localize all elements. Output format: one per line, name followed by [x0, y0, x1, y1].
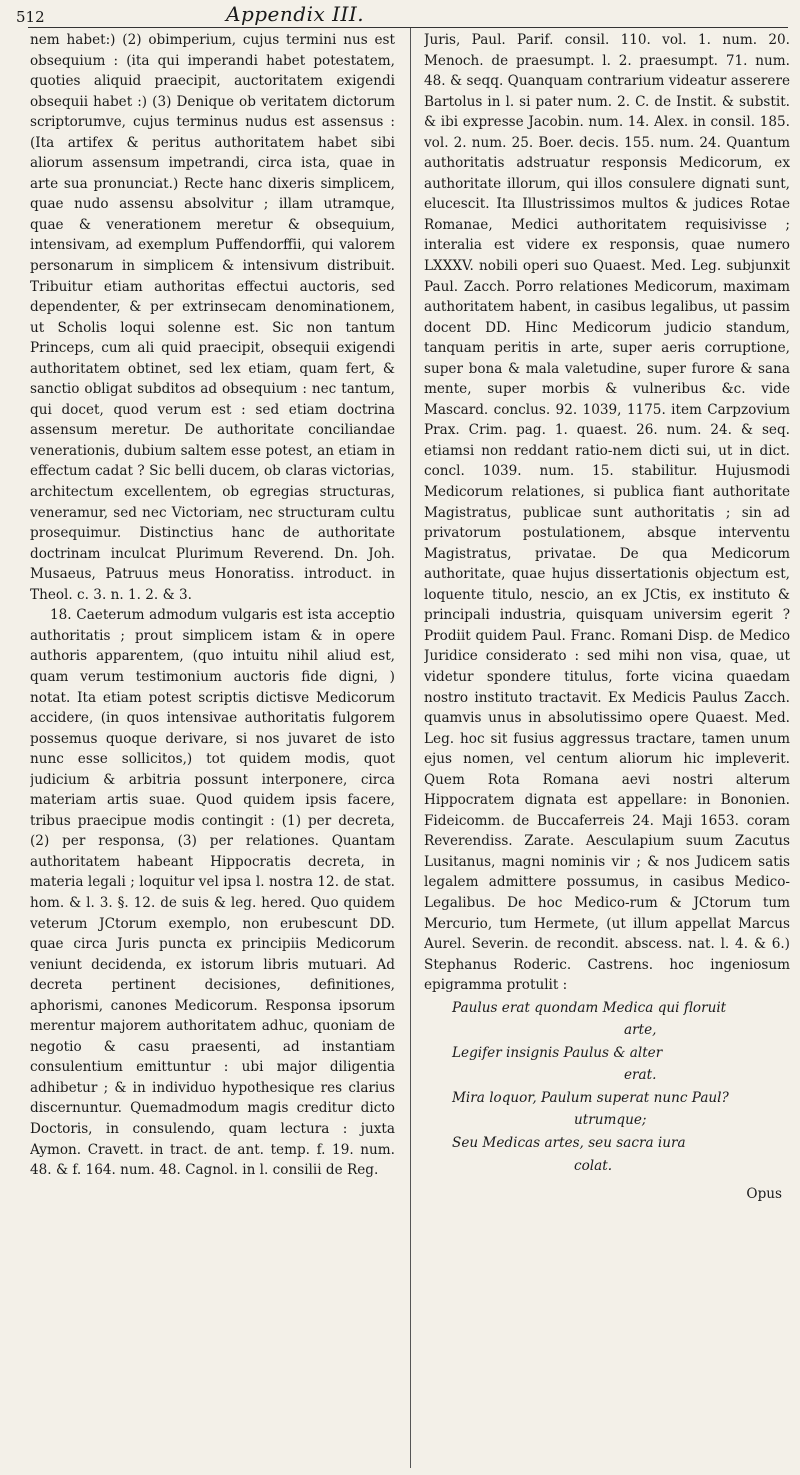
- left-paragraph-1: nem habet:) (2) obimperium, cujus termini nus est obsequium : (ita qui imperandi habet potestatem, quoties aliquid praecipit, auctoritatem exigendi obsequii habet :) (3) Denique ob veritatem dictorum scriptorumve, cujus terminus nudus est assensus : (Ita artifex & peritus authoritatem habet sibi aliorum assensum impetrandi, circa ista, quae in arte sua pronunciat.) Recte hanc dixeris simplicem, quae nudo assensu absolvitur ; illam utramque, quae & venerationem meretur & obsequium, intensivam, ad exemplum Puffendorffii, qui valorem personarum in simplicem & intensivum distribuit. Tribuitur etiam authoritas effectui auctoris, sed dependenter, & per extrinsecam denominationem, ut Scholis loqui solenne est. Sic non tantum Princeps, cum ali quid praecipit, obsequii exigendi authoritatem obtinet, sed lex etiam, quam fert, & sanctio obligat subditos ad obsequium : nec tantum, qui docet, quod verum est : sed etiam doctrina assensum meretur. De authoritate conciliandae venerationis, dubium saltem esse potest, an etiam in effectum cadat ? Sic belli ducem, ob claras victorias, architectum excellentem, ob egregias structuras, veneramur, sed nec Victoriam, nec structuram cultu prosequimur. Distinctius hanc de authoritate doctrinam inculcat Plurimum Reverend. Dn. Joh. Musaeus, Patruus meus Honoratiss. introduct. in Theol. c. 3. n. 1. 2. & 3.: [30, 32, 395, 603]
- verse-line: colat.: [574, 1157, 613, 1174]
- left-paragraph-2: 18. Caeterum admodum vulgaris est ista acceptio authoritatis ; prout simplicem istam & in opere authoris apparentem, (quo intuitu nihil aliud est, quam verum testimonium auctoris fide digni, ) notat. Ita etiam potest scriptis dictisve Medicorum accidere, (in quos intensivae authoritatis fulgorem possemus quoque derivare, si nos juvaret de isto nunc esse sollicitos,) tot quidem modis, quot judicium & arbitria possunt interponere, circa materiam artis suae. Quod quidem ipsis facere, tribus praecipue modis contingit : (1) per decreta, (2) per responsa, (3) per relationes. Quantam authoritatem habeant Hippocratis decreta, in materia legali ; loquitur vel ipsa l. nostra 12. de stat. hom. & l. 3. §. 12. de suis & leg. hered. Quo quidem veterum JCtorum exemplo, non erubescunt DD. quae circa Juris puncta ex principiis Medicorum veniunt decidenda, ex istorum libris mutuari. Ad decreta pertinent decisiones, definitiones, aphorismi, canones Medicorum. Responsa ipsorum merentur majorem authoritatem adhuc, quoniam de negotio & casu praesenti, ad instantiam consulentium emittuntur : ubi major diligentia adhibetur ; & in individuo hypothesique res clarius discernuntur. Quemadmodum magis creditur dicto Doctoris, in consulendo, quam lectura : juxta Aymon. Cravett. in tract. de ant. temp. f. 19. num. 48. & f. 164. num. 48. Cagnol. in l. consilii de Reg.: [30, 607, 395, 1179]
- right-paragraph-1: Juris, Paul. Parif. consil. 110. vol. 1. num. 20. Menoch. de praesumpt. l. 2. praesumpt. 71. num. 48. & seqq. Quanquam contrarium videatur asserere Bartolus in l. si pater num. 2. C. de Instit. & substit. & ibi expresse Jacobin. num. 14. Alex. in consil. 185. vol. 2. num. 25. Boer. decis. 155. num. 24. Quantum authoritatis adstruatur responsis Medicorum, ex authoritate illorum, qui illos consulere dignati sunt, elucescit. Ita Illustrissimos multos & judices Rotae Romanae, Medici authoritatem requisivisse ; interalia est videre ex responsis, quae numero LXXXV. nobili operi suo Quaest. Med. Leg. subjunxit Paul. Zacch. Porro relationes Medicorum, maximam authoritatem habent, in casibus legalibus, ut passim docent DD. Hinc Medicorum judicio standum, tanquam peritis in arte, super aeris corruptione, super bona & mala valetudine, super furore & sana mente, super morbis & vulneribus &c. vide Mascard. conclus. 92. 1039, 1175. item Carpzovium Prax. Crim. pag. 1. quaest. 26. num. 24. & seq. etiamsi non reddant ratio-nem dicti sui, ut in dict. concl. 1039. num. 15. stabilitur. Hujusmodi Medicorum relationes, si publica fiant authoritate Magistratus, publicae sunt authoritatis ; sin ad privatorum postulationem, absque interventu Magistratus, privatae. De qua Medicorum authoritate, quae hujus dissertationis objectum est, loquente titulo, nescio, an ex JCtis, ex instituto & principali industria, quisquam universim egerit ? Prodiit quidem Paul. Franc. Romani Disp. de Medico Juridice considerato : sed mihi non visa, quae, ut videtur spondere titulus, forte vicina quaedam nostro instituto tractavit. Ex Medicis Paulus Zacch. quamvis unus in absolutissimo opere Quaest. Med. Leg. hoc sit fusius aggressus tractare, tamen unum ejus nomen, vel centum aliorum hic impleverit. Quem Rota Romana aevi nostri alterum Hippocratem dignata est appellare: in Bononien. Fideicomm. de Buccaferreis 24. Maji 1653. coram Reverendiss. Zarate. Aesculapium suum Zacutus Lusitanus, magni nominis vir ; & nos Judicem satis legalem admittere possumus, in casibus Medico-Legalibus. De hoc Medico-rum & JCtorum tum Mercurio, tum Hermete, (ut illum appellat Marcus Aurel. Severin. de recondit. abscess. nat. l. 4. & 6.) Stephanus Roderic. Castrens. hoc ingeniosum epigramma protulit :: [424, 32, 790, 994]
- catchword: Opus: [746, 1186, 782, 1203]
- column-divider: [410, 28, 411, 1468]
- running-title: Appendix III.: [226, 2, 365, 26]
- verse-line: utrumque;: [574, 1112, 647, 1129]
- verse-line: Mira loquor, Paulum superat nunc Paul?: [452, 1089, 729, 1106]
- verse-line: Seu Medicas artes, seu sacra iura: [452, 1134, 686, 1151]
- epigram: [424, 998, 790, 1176]
- verse-line: Paulus erat quondam Medica qui floruit: [452, 999, 727, 1016]
- verse-line: Legifer insignis Paulus & alter: [452, 1044, 663, 1061]
- verse-line: arte,: [624, 1022, 657, 1039]
- page-header: [16, 0, 786, 26]
- page-number: 512: [16, 8, 45, 26]
- verse-line: erat.: [624, 1067, 657, 1084]
- header-rule: [28, 27, 788, 28]
- left-column: [30, 30, 395, 1465]
- right-column: [424, 30, 790, 1465]
